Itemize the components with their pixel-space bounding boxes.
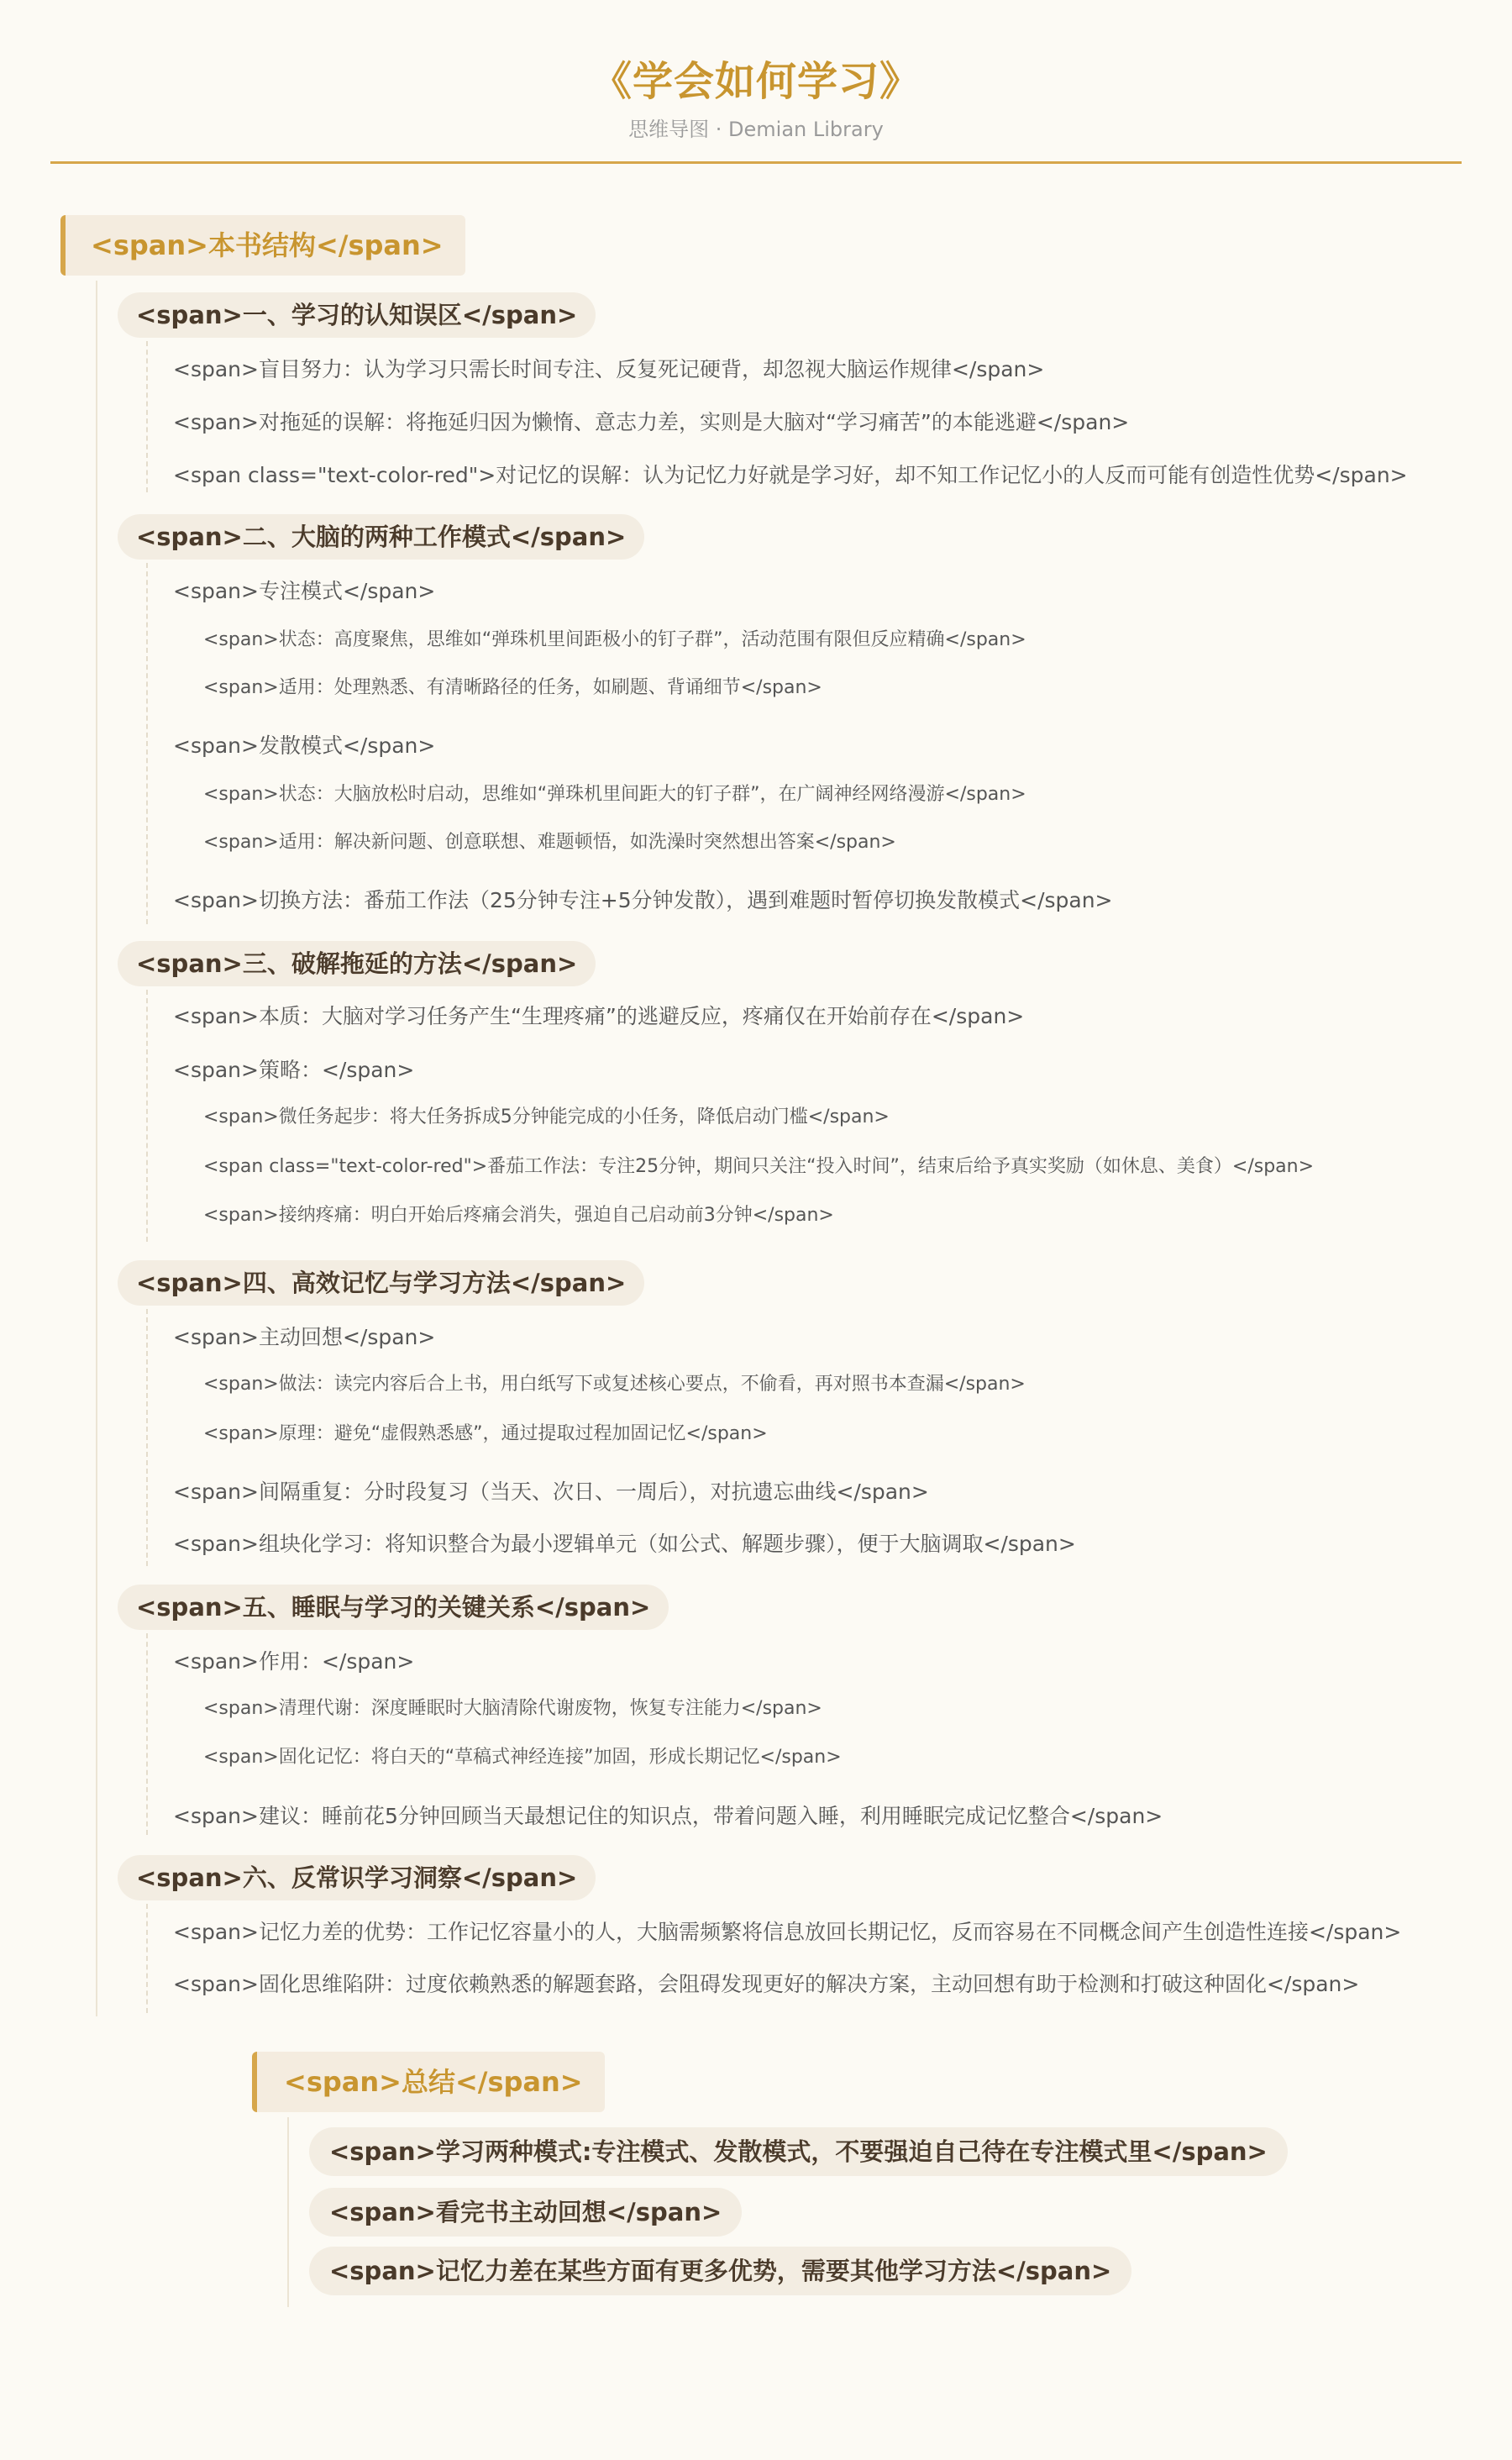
section-connector [146,1309,148,1566]
branch-item: <span>策略：</span> [173,1058,415,1082]
section-node-procrastination[interactable]: <span>三、破解拖延的方法</span> [118,941,596,986]
summary-item[interactable]: <span>记忆力差在某些方面有更多优势，需要其他学习方法</span> [309,2247,1131,2295]
branch-item: <span>建议：睡前花5分钟回顾当天最想记住的知识点，带着问题入睡，利用睡眠完成记忆整合</span> [173,1804,1163,1828]
header-divider [50,161,1462,164]
branch-subitem: <span>接纳疼痛：明白开始后疼痛会消失，强迫自己启动前3分钟</span> [203,1205,834,1226]
summary-item[interactable]: <span>学习两种模式:专注模式、发散模式，不要强迫自己待在专注模式里</span> [309,2127,1288,2176]
mindmap-root-node[interactable]: <span>本书结构</span> [60,215,465,276]
branch-item: <span>切换方法：番茄工作法（25分钟专注+5分钟发散），遇到难题时暂停切换发散模式</span> [173,888,1113,912]
section-connector [146,990,148,1242]
section-connector [146,1633,148,1835]
summary-root-node[interactable]: <span>总结</span> [252,2052,605,2112]
branch-subitem: <span>状态：高度聚焦，思维如“弹珠机里间距极小的钉子群”，活动范围有限但反应精确</span> [203,629,1026,650]
branch-subitem: <span>固化记忆：将白天的“草稿式神经连接”加固，形成长期记忆</span> [203,1747,842,1768]
branch-subitem: <span>适用：处理熟悉、有清晰路径的任务，如刷题、背诵细节</span> [203,677,822,698]
section-connector [146,1904,148,2013]
page-title: 《学会如何学习》 [591,58,921,105]
branch-subitem: <span>做法：读完内容后合上书，用白纸写下或复述核心要点，不偷看，再对照书本查漏</span> [203,1374,1026,1395]
branch-item: <span>主动回想</span> [173,1325,436,1349]
page-header [0,0,1512,165]
section-node-sleep[interactable]: <span>五、睡眠与学习的关键关系</span> [118,1585,669,1630]
root-connector [96,281,97,2016]
section-connector [146,563,148,924]
section-node-counterintuitive[interactable]: <span>六、反常识学习洞察</span> [118,1855,596,1900]
branch-item: <span>固化思维陷阱：过度依赖熟悉的解题套路，会阻碍发现更好的解决方案，主动回想有助于检测和打破这种固化</span> [173,1972,1360,1996]
section-node-brain-modes[interactable]: <span>二、大脑的两种工作模式</span> [118,514,644,560]
branch-subitem: <span class="text-color-red">番茄工作法：专注25分钟，期间只关注“投入时间”，结束后给予真实奖励（如休息、美食）</span> [203,1156,1315,1177]
branch-item: <span>发散模式</span> [173,733,436,758]
branch-subitem: <span>清理代谢：深度睡眠时大脑清除代谢废物，恢复专注能力</span> [203,1698,822,1719]
branch-subitem: <span>状态：大脑放松时启动，思维如“弹珠机里间距大的钉子群”，在广阔神经网络漫游</span> [203,784,1026,805]
branch-item: <span class="text-color-red">对记忆的误解：认为记忆力好就是学习好，却不知工作记忆小的人反而可能有创造性优势</span> [173,463,1408,487]
branch-item: <span>作用：</span> [173,1649,415,1674]
branch-subitem: <span>适用：解决新问题、创意联想、难题顿悟，如洗澡时突然想出答案</span> [203,832,896,853]
section-node-cognitive-myths[interactable]: <span>一、学习的认知误区</span> [118,292,596,338]
branch-item: <span>专注模式</span> [173,579,436,603]
branch-subitem: <span>原理：避免“虚假熟悉感”，通过提取过程加固记忆</span> [203,1423,768,1444]
summary-connector [287,2117,289,2307]
branch-item: <span>对拖延的误解：将拖延归因为懒惰、意志力差，实则是大脑对“学习痛苦”的本能逃避</span> [173,410,1130,434]
section-connector [146,341,148,492]
summary-item[interactable]: <span>看完书主动回想</span> [309,2188,742,2237]
branch-item: <span>盲目努力：认为学习只需长时间专注、反复死记硬背，却忽视大脑运作规律</span> [173,357,1045,381]
branch-item: <span>组块化学习：将知识整合为最小逻辑单元（如公式、解题步骤），便于大脑调取</span> [173,1532,1076,1556]
branch-subitem: <span>微任务起步：将大任务拆成5分钟能完成的小任务，降低启动门槛</span> [203,1106,890,1128]
branch-item: <span>间隔重复：分时段复习（当天、次日、一周后），对抗遗忘曲线</span> [173,1480,929,1504]
section-node-memory-methods[interactable]: <span>四、高效记忆与学习方法</span> [118,1260,644,1306]
page-subtitle: 思维导图 · Demian Library [628,118,884,141]
branch-item: <span>记忆力差的优势：工作记忆容量小的人，大脑需频繁将信息放回长期记忆，反而容易在不同概念间产生创造性连接</span> [173,1920,1402,1944]
branch-item: <span>本质：大脑对学习任务产生“生理疼痛”的逃避反应，疼痛仅在开始前存在</span> [173,1004,1025,1028]
